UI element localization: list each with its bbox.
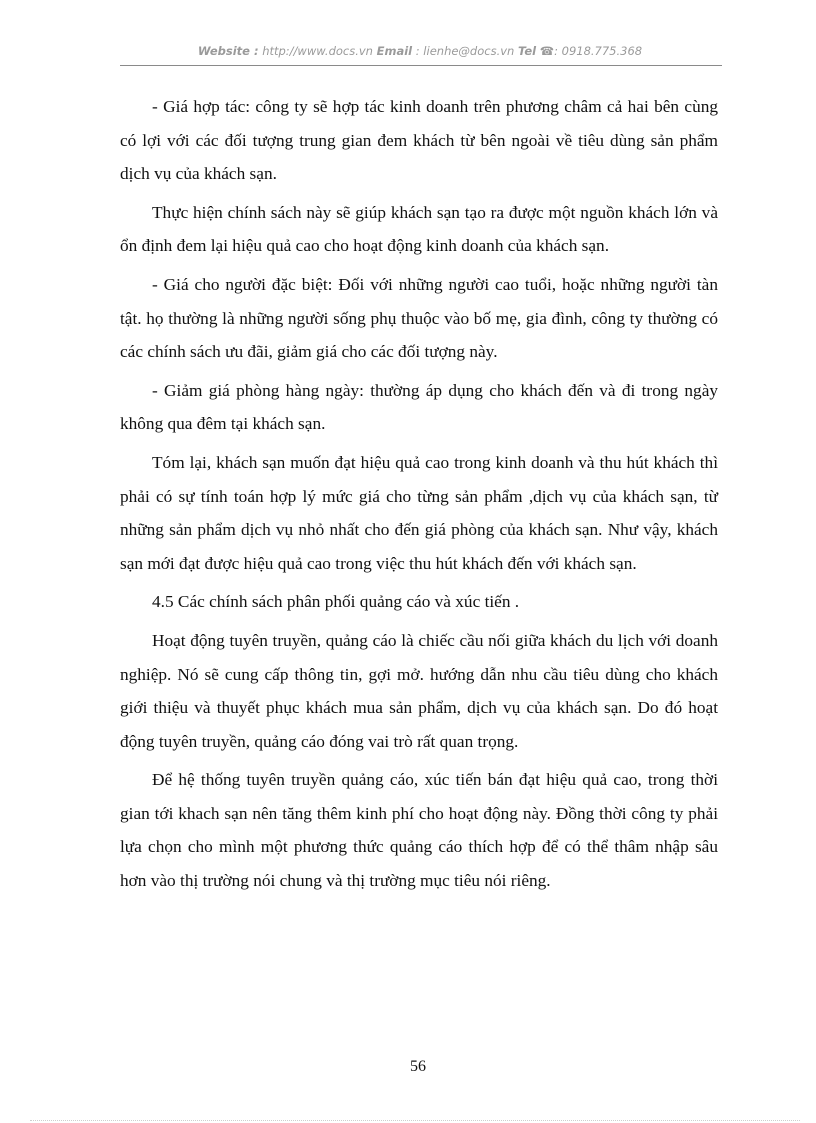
website-label: Website : [197,44,259,58]
page-bottom-border [30,1120,800,1121]
paragraph: Tóm lại, khách sạn muốn đạt hiệu quả cao trong kinh doanh và thu hút khách thì phải có sự tính toán hợp lý mức giá cho từng sản phẩm ,dịch vụ của khách sạn, từ những sản phẩm dịch vụ nhỏ nhất cho đến giá phòng của khách sạn. Như vậy, khách sạn mới đạt được hiệu quả cao trong việc thu hút khách đến với khách sạn. [120,452,718,573]
header-divider [120,65,722,66]
document-body [120,90,718,903]
email-label: Email [376,44,413,58]
phone-icon: ☎ [539,44,555,58]
tel-value: : 0918.775.368 [554,44,643,58]
email-value: : lienhe@docs.vn [415,44,515,58]
paragraph: - Giảm giá phòng hàng ngày: thường áp dụng cho khách đến và đi trong ngày không qua đêm tại khách sạn. [120,380,718,434]
paragraph: Thực hiện chính sách này sẽ giúp khách sạn tạo ra được một nguồn khách lớn và ổn định đem lại hiệu quả cao cho hoạt động kinh doanh của khách sạn. [120,202,718,256]
page-number: 56 [410,1058,426,1075]
tel-label: Tel [518,44,537,58]
paragraph: - Giá cho người đặc biệt: Đối với những người cao tuổi, hoặc những người tàn tật. họ thường là những người sống phụ thuộc vào bố mẹ, gia đình, công ty thường có các chính sách ưu đãi, giảm giá cho các đối tượng này. [120,274,718,362]
page-header [120,44,720,58]
section-heading: 4.5 Các chính sách phân phối quảng cáo và xúc tiến . [152,592,520,612]
paragraph: - Giá hợp tác: công ty sẽ hợp tác kinh doanh trên phương châm cả hai bên cùng có lợi với các đối tượng trung gian đem khách từ bên ngoài về tiêu dùng sản phẩm dịch vụ của khách sạn. [120,97,718,184]
website-value: http://www.docs.vn [262,44,373,58]
paragraph: Hoạt động tuyên truyền, quảng cáo là chiếc cầu nối giữa khách du lịch với doanh nghiệp. Nó sẽ cung cấp thông tin, gợi mở. hướng dẫn nhu cầu tiêu dùng cho khách giới thiệu và thuyết phục khách mua sản phẩm, dịch vụ của khách sạn. Do đó hoạt động tuyên truyền, quảng cáo đóng vai trò rất quan trọng. [120,630,718,751]
paragraph: Để hệ thống tuyên truyền quảng cáo, xúc tiến bán đạt hiệu quả cao, trong thời gian tới khach sạn nên tăng thêm kinh phí cho hoạt động này. Đồng thời công ty phải lựa chọn cho mình một phương thức quảng cáo thích hợp để có thể thâm nhập sâu hơn vào thị trường nói chung và thị trường mục tiêu nói riêng. [120,770,718,891]
